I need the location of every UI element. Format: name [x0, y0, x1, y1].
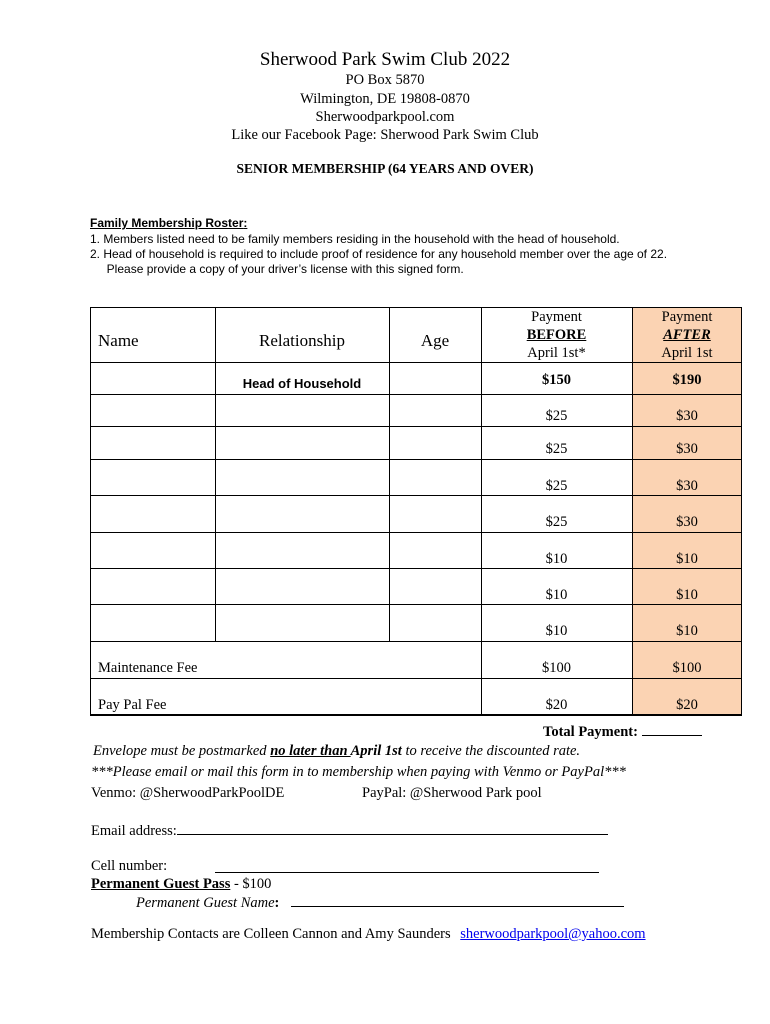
- col-header-name: Name: [98, 331, 139, 350]
- address-website: Sherwoodparkpool.com: [315, 109, 455, 125]
- col-header-before-payment: Payment: [531, 309, 582, 325]
- email-address-blank[interactable]: [177, 822, 608, 835]
- contact-email-link[interactable]: sherwoodparkpool@yahoo.com: [460, 926, 646, 942]
- cell-before-price: $10: [545, 587, 568, 603]
- cell-after-price: $10: [676, 587, 698, 603]
- cell-after-price: $10: [676, 551, 698, 567]
- total-payment: [543, 723, 702, 741]
- cell-before-price: $25: [545, 478, 568, 494]
- col-header-age: Age: [420, 331, 450, 350]
- roster-rule-2-cont: Please provide a copy of your driver’s license with this signed form.: [90, 262, 464, 276]
- cell-before-price: $20: [545, 697, 568, 713]
- cell-before-price: $25: [545, 408, 568, 424]
- col-header-after-date: April 1st: [661, 345, 713, 361]
- email-address-label: Email address:: [91, 823, 177, 839]
- guest-name-field: Permanent Guest Name:: [136, 894, 624, 912]
- after-column-shading: [632, 307, 742, 716]
- cell-after-price: $20: [676, 697, 698, 713]
- cell-before-price: $150: [542, 372, 571, 388]
- cell-after-price: $30: [676, 478, 698, 494]
- address-po-box: PO Box 5870: [345, 72, 425, 88]
- email-notice: ***Please email or mail this form in to membership when paying with Venmo or PayPal***: [91, 764, 626, 780]
- col-header-after: AFTER: [663, 327, 711, 343]
- roster-rule-2: 2. Head of household is required to include proof of residence for any household member over the age of 22.: [90, 247, 668, 261]
- cell-after-price: $30: [676, 514, 698, 530]
- membership-type-heading: SENIOR MEMBERSHIP (64 YEARS AND OVER): [236, 161, 534, 176]
- address-facebook: Like our Facebook Page: Sherwood Park Swim Club: [231, 127, 539, 143]
- cell-number-label: Cell number:: [91, 858, 168, 874]
- cell-before-price: $25: [545, 441, 568, 457]
- guest-pass: Permanent Guest Pass - $100: [91, 876, 272, 892]
- col-header-relationship: Relationship: [259, 331, 345, 350]
- envelope-notice: Envelope must be postmarked no later than April 1st to receive the discounted rate.: [93, 743, 581, 759]
- cell-name-maintenance-fee: Maintenance Fee: [98, 660, 198, 676]
- address-city: Wilmington, DE 19808-0870: [300, 91, 470, 107]
- col-header-before: BEFORE: [526, 327, 587, 343]
- col-header-after-payment: Payment: [661, 309, 713, 325]
- cell-relationship: Head of Household: [242, 376, 362, 391]
- paypal-handle: PayPal: @Sherwood Park pool: [362, 785, 542, 801]
- total-payment-blank[interactable]: [642, 723, 702, 736]
- membership-contacts: Membership Contacts are Colleen Cannon and Amy Saunders sherwoodparkpool@yahoo.com: [91, 926, 646, 942]
- guest-name-blank[interactable]: [291, 894, 624, 907]
- cell-after-price: $30: [676, 441, 698, 457]
- cell-before-price: $10: [545, 623, 568, 639]
- cell-name-paypal-fee: Pay Pal Fee: [98, 697, 167, 713]
- cell-after-price: $100: [672, 660, 702, 676]
- cell-after-price: $30: [676, 408, 698, 424]
- cell-before-price: $10: [545, 551, 568, 567]
- cell-after-price: $190: [672, 372, 702, 388]
- roster-rule-1: 1. Members listed need to be family members residing in the household with the head of household.: [90, 232, 620, 246]
- venmo-handle: Venmo: @SherwoodParkPoolDE: [91, 785, 285, 801]
- cell-before-price: $25: [545, 514, 568, 530]
- email-address-field: [91, 822, 608, 840]
- col-header-before-date: April 1st*: [527, 345, 586, 361]
- cell-before-price: $100: [542, 660, 571, 676]
- page-title: Sherwood Park Swim Club 2022: [259, 49, 511, 70]
- roster-table: [90, 307, 742, 716]
- roster-heading: Family Membership Roster:: [90, 216, 248, 230]
- cell-after-price: $10: [676, 623, 698, 639]
- total-payment-label: Total Payment:: [543, 724, 638, 740]
- cell-number-blank[interactable]: [215, 872, 599, 873]
